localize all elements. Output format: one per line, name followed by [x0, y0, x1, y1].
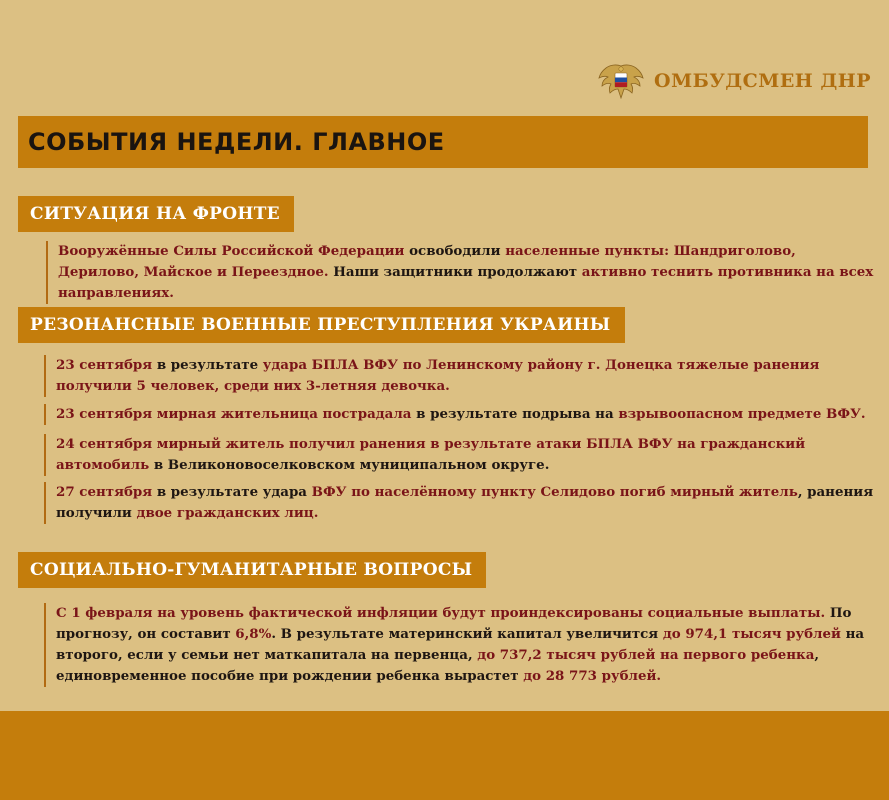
text-segment: двое гражданских лиц.	[136, 505, 319, 521]
crime-item	[44, 355, 879, 397]
org-name: ОМБУДСМЕН ДНР	[654, 70, 871, 92]
text-segment: взрывоопасном предмете ВФУ.	[618, 406, 866, 422]
crime-item	[44, 404, 879, 425]
section-front-title: СИТУАЦИЯ НА ФРОНТЕ	[30, 204, 280, 224]
dpr-coat-of-arms-icon	[598, 62, 644, 100]
text-segment: 23 сентября	[56, 357, 153, 373]
section-social-header	[18, 552, 486, 588]
text-segment: По прогнозу, он составит	[56, 605, 852, 642]
text-segment: освободили	[404, 243, 506, 259]
section-social-title: СОЦИАЛЬНО-ГУМАНИТАРНЫЕ ВОПРОСЫ	[30, 560, 473, 580]
text-segment: активно теснить противника на всех направлениях.	[58, 264, 874, 301]
text-segment: 23 сентября мирная жительница пострадала	[56, 406, 412, 422]
section-front-text	[46, 241, 876, 304]
page-title: СОБЫТИЯ НЕДЕЛИ. ГЛАВНОЕ	[28, 128, 445, 156]
text-segment: , ранения получили	[56, 484, 874, 521]
text-segment: С 1 февраля на уровень фактической инфляции будут проиндексированы социальные выплаты.	[56, 605, 826, 621]
crime-item	[44, 482, 879, 524]
text-segment: , единовременное пособие при рождении ребенка вырастет	[56, 647, 820, 684]
text-segment: Наши защитники продолжают	[328, 264, 582, 280]
text-segment: в результате	[152, 357, 263, 373]
main-title-banner	[18, 116, 868, 168]
footer-band	[0, 711, 889, 800]
text-segment: 24 сентября мирный житель получил ранения в результате атаки БПЛА ВФУ на гражданский автомобиль	[56, 436, 806, 473]
text-segment: в результате удара	[152, 484, 312, 500]
text-segment: ВФУ по населённому пункту Селидово погиб мирный житель	[311, 484, 798, 500]
text-segment: на второго, если у семьи нет маткапитала на первенца,	[56, 626, 865, 663]
text-segment: населенные пункты: Шандриголово, Дерилово, Майское и Переездное.	[58, 243, 796, 280]
section-crimes-header	[18, 307, 625, 343]
section-front-header	[18, 196, 294, 232]
text-segment: до 28 773 рублей.	[523, 668, 662, 684]
text-segment: . В результате материнский капитал увеличится	[271, 626, 663, 642]
text-segment: в Великоновоселковском муниципальном округе.	[149, 457, 550, 473]
header-logo	[598, 62, 871, 100]
text-segment: 27 сентября	[56, 484, 153, 500]
text-segment: в результате подрыва на	[411, 406, 619, 422]
text-segment: до 737,2 тысяч рублей на первого ребенка	[477, 647, 815, 663]
text-segment: удара БПЛА ВФУ по Ленинскому району г. Донецка тяжелые ранения получили 5 человек, среди них 3-летняя девочка.	[56, 357, 820, 394]
text-segment: до 974,1 тысяч рублей	[662, 626, 841, 642]
text-segment: 6,8%	[235, 626, 272, 642]
section-social-text	[44, 603, 884, 687]
crime-item	[44, 434, 879, 476]
text-segment: Вооружённые Силы Российской Федерации	[58, 243, 405, 259]
section-crimes-title: РЕЗОНАНСНЫЕ ВОЕННЫЕ ПРЕСТУПЛЕНИЯ УКРАИНЫ	[30, 315, 611, 335]
